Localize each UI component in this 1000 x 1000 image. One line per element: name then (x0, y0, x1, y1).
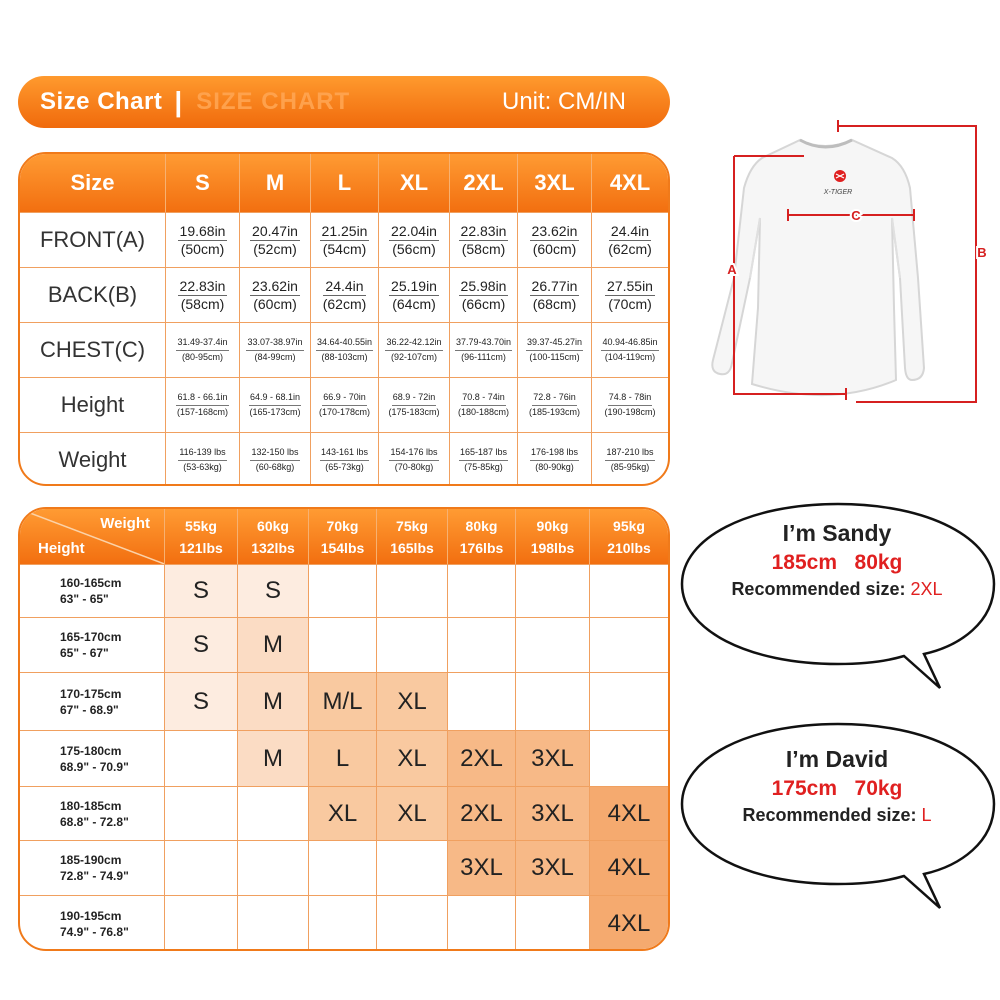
measurement-primary-value: 20.47in (252, 222, 298, 239)
measurement-row-label: Height (60, 392, 125, 417)
measurement-secondary-value: (65-73kg) (325, 461, 364, 472)
size-header: 4XL (591, 154, 668, 212)
recommended-size-cell: 3XL (516, 731, 590, 786)
size-header: S (165, 154, 239, 212)
measurement-secondary-value: (58cm) (180, 295, 225, 312)
recommended-size-cell: 4XL (590, 896, 668, 951)
measurement-secondary-value: (185-193cm) (528, 406, 581, 417)
recommended-size: 2XL (910, 579, 943, 599)
measurement-primary-value: 176-198 lbs (530, 447, 579, 461)
weight-kg: 55kg (185, 517, 217, 534)
weight-lbs: 176lbs (459, 539, 504, 556)
empty-size-cell (448, 618, 516, 672)
shirt-shape (712, 140, 924, 395)
unit-label: Unit: CM/IN (501, 88, 626, 115)
weight-lbs: 132lbs (251, 539, 295, 556)
height-in: 68.9" - 70.9" (60, 759, 129, 774)
empty-size-cell (238, 896, 309, 951)
weight-column-header (238, 509, 309, 564)
measurement-primary-value: 22.04in (391, 222, 437, 239)
height-in: 67" - 68.9" (60, 702, 119, 717)
recommended-size-cell: L (309, 731, 377, 786)
measurement-primary-value: 37.79-43.70in (455, 337, 512, 351)
measurement-cell (165, 268, 239, 322)
measurement-secondary-value: (157-168cm) (176, 406, 229, 417)
measurement-primary-value: 154-176 lbs (389, 447, 438, 461)
empty-size-cell (590, 731, 668, 786)
recommended-size-cell: 3XL (448, 841, 516, 895)
example-text (678, 520, 996, 600)
fit-corner-cell (20, 509, 165, 564)
measurement-secondary-value: (62cm) (322, 295, 367, 312)
recommended-size-cell: 4XL (590, 787, 668, 840)
measurement-cell (310, 268, 378, 322)
measurement-primary-value: 22.83in (460, 222, 507, 239)
recommended-size-cell: XL (377, 673, 448, 730)
measurement-secondary-value: (54cm) (322, 240, 367, 257)
measurement-primary-value: 36.22-42.12in (385, 337, 442, 351)
height-row-label (20, 841, 165, 895)
height-cm: 190-195cm (60, 909, 122, 923)
recommended-size-cell: XL (377, 787, 448, 840)
measurement-primary-value: 72.8 - 76in (532, 392, 577, 406)
measurement-primary-value: 24.4in (610, 222, 650, 239)
measurement-primary-value: 64.9 - 68.1in (249, 392, 301, 406)
weight-lbs: 121lbs (179, 539, 223, 556)
measurement-secondary-value: (60cm) (532, 240, 577, 257)
weight-lbs: 198lbs (530, 539, 575, 556)
fit-row (20, 840, 668, 895)
height-in: 65" - 67" (60, 646, 109, 660)
recommended-size-cell: M (238, 618, 309, 672)
measurement-header-row (20, 154, 668, 212)
measurement-secondary-value: (56cm) (392, 240, 436, 257)
measurement-cell (239, 433, 310, 486)
measurement-row-label: BACK(B) (47, 282, 138, 307)
measurement-secondary-value: (62cm) (608, 240, 652, 257)
measurement-row (20, 322, 668, 377)
brand-text: X-TIGER (823, 189, 853, 196)
header-title: Size Chart (40, 88, 163, 115)
weight-kg: 75kg (396, 517, 428, 534)
empty-size-cell (309, 565, 377, 617)
fit-row (20, 730, 668, 786)
recommended-label: Recommended size: (731, 579, 906, 599)
recommended-size-cell: M (238, 673, 309, 730)
measurement-cell (165, 433, 239, 486)
fit-row (20, 617, 668, 672)
measurement-cell (378, 268, 449, 322)
size-header: 2XL (449, 154, 517, 212)
weight-column-header (309, 509, 377, 564)
measurement-primary-value: 25.19in (391, 277, 437, 294)
measurement-cell (591, 323, 668, 377)
measurement-cell (310, 213, 378, 267)
measurement-primary-value: 27.55in (607, 277, 653, 294)
recommended-size-cell: 4XL (590, 841, 668, 895)
measurement-secondary-value: (50cm) (180, 240, 225, 257)
example-stats (678, 551, 996, 575)
height-cm: 180-185cm (60, 798, 122, 813)
weight-column-header (516, 509, 590, 564)
empty-size-cell (516, 673, 590, 730)
weight-column-header (590, 509, 668, 564)
recommended-size: L (921, 805, 932, 825)
recommended-size-cell: M (238, 731, 309, 786)
measurement-primary-value: 24.4in (325, 277, 364, 294)
measurement-secondary-value: (75-85kg) (464, 461, 503, 472)
measurement-secondary-value: (80-95cm) (181, 351, 223, 362)
weight-column-header (448, 509, 516, 564)
measure-a-label: A (727, 262, 737, 277)
fit-header-row (20, 509, 668, 564)
weight-kg: 95kg (613, 517, 645, 534)
empty-size-cell (377, 565, 448, 617)
size-chart-header (18, 76, 670, 128)
empty-size-cell (448, 896, 516, 951)
measurement-cell (378, 433, 449, 486)
size-header: 3XL (517, 154, 591, 212)
recommended-size-cell: M/L (309, 673, 377, 730)
measurement-secondary-value: (53-63kg) (183, 461, 222, 472)
measurement-table (18, 152, 670, 486)
measurement-primary-value: 70.8 - 74in (461, 392, 506, 406)
empty-size-cell (516, 565, 590, 617)
empty-size-cell (590, 565, 668, 617)
measurement-secondary-value: (60cm) (253, 295, 297, 312)
example-weight: 70kg (854, 777, 903, 800)
measurement-secondary-value: (66cm) (461, 295, 506, 312)
recommended-size-cell: XL (377, 731, 448, 786)
measurement-primary-value: 116-139 lbs (178, 447, 226, 461)
measurement-secondary-value: (64cm) (392, 295, 436, 312)
measurement-cell (591, 213, 668, 267)
shirt-figure (680, 118, 992, 418)
example-recommendation (678, 805, 996, 826)
measurement-cell (165, 213, 239, 267)
recommended-size-cell: 3XL (516, 841, 590, 895)
measurement-primary-value: 165-187 lbs (459, 447, 508, 461)
empty-size-cell (516, 618, 590, 672)
size-header: L (310, 154, 378, 212)
measurement-primary-value: 26.77in (531, 277, 578, 294)
measurement-primary-value: 22.83in (179, 277, 226, 294)
measure-b-label: B (977, 245, 987, 260)
measurement-cell (517, 378, 591, 432)
height-row-label (20, 565, 165, 617)
measurement-cell (449, 268, 517, 322)
measurement-primary-value: 31.49-37.4in (176, 337, 228, 351)
measurement-secondary-value: (52cm) (253, 240, 297, 257)
height-cm: 175-180cm (60, 743, 122, 758)
weight-kg: 90kg (536, 517, 569, 534)
measurement-row (20, 267, 668, 322)
recommended-size-cell: S (238, 565, 309, 617)
measurement-cell (517, 213, 591, 267)
measurement-cell (310, 323, 378, 377)
recommended-size-cell: S (165, 673, 238, 730)
measurement-cell (378, 213, 449, 267)
measurement-secondary-value: (70cm) (608, 295, 652, 312)
height-row-label (20, 731, 165, 786)
empty-size-cell (165, 896, 238, 951)
empty-size-cell (448, 565, 516, 617)
measurement-cell (591, 268, 668, 322)
measurement-primary-value: 187-210 lbs (605, 447, 654, 461)
size-column-header: Size (70, 170, 115, 195)
measurement-row-label: CHEST(C) (39, 337, 146, 362)
empty-size-cell (590, 618, 668, 672)
fit-row (20, 786, 668, 840)
height-row-label (20, 787, 165, 840)
measurement-primary-value: 40.94-46.85in (601, 337, 658, 351)
height-cm: 170-175cm (60, 686, 122, 701)
height-row-label (20, 618, 165, 672)
measurement-primary-value: 34.64-40.55in (316, 337, 373, 351)
empty-size-cell (377, 896, 448, 951)
empty-size-cell (309, 896, 377, 951)
empty-size-cell (516, 896, 590, 951)
measurement-row (20, 432, 668, 486)
measurement-cell (165, 323, 239, 377)
measurement-secondary-value: (165-173cm) (249, 406, 301, 417)
measurement-cell (165, 378, 239, 432)
measurement-primary-value: 132-150 lbs (250, 447, 299, 461)
height-cm: 165-170cm (60, 630, 122, 644)
measurement-secondary-value: (100-115cm) (529, 351, 580, 362)
fit-row (20, 895, 668, 951)
measurement-secondary-value: (85-95kg) (610, 461, 650, 472)
example-name: I’m Sandy (782, 520, 892, 546)
measurement-row-label: Weight (58, 447, 127, 472)
measurement-primary-value: 74.8 - 78in (608, 392, 653, 406)
empty-size-cell (165, 787, 238, 840)
measurement-primary-value: 39.37-45.27in (526, 337, 583, 351)
measurement-primary-value: 23.62in (252, 277, 298, 294)
example-name: I’m David (785, 746, 889, 772)
measurement-primary-value: 61.8 - 66.1in (176, 392, 228, 406)
measurement-secondary-value: (175-183cm) (388, 406, 440, 417)
header-separator: | (174, 86, 183, 117)
recommended-size-cell: S (165, 618, 238, 672)
measurement-cell (449, 213, 517, 267)
measurement-secondary-value: (84-99cm) (254, 351, 296, 362)
empty-size-cell (309, 618, 377, 672)
example-stats (678, 777, 996, 801)
measurement-primary-value: 143-161 lbs (320, 447, 369, 461)
height-weight-fit-table (18, 507, 670, 951)
header-subtitle: SIZE CHART (196, 88, 351, 115)
example-recommendation (678, 579, 996, 600)
measurement-cell (310, 378, 378, 432)
example-text (678, 746, 996, 826)
recommended-size-cell: 2XL (448, 731, 516, 786)
recommended-label: Recommended size: (742, 805, 917, 825)
measurement-cell (239, 378, 310, 432)
measurement-cell (517, 268, 591, 322)
recommended-size-cell: XL (309, 787, 377, 840)
measurement-secondary-value: (96-111cm) (461, 351, 506, 362)
measurement-primary-value: 19.68in (179, 222, 226, 239)
example-weight: 80kg (854, 551, 903, 574)
measurement-secondary-value: (60-68kg) (255, 461, 295, 472)
empty-size-cell (165, 841, 238, 895)
measurement-primary-value: 66.9 - 70in (322, 392, 367, 406)
shirt-illustration (680, 118, 992, 418)
measurement-cell (517, 433, 591, 486)
measurement-cell (239, 268, 310, 322)
height-row-label (20, 673, 165, 730)
measurement-cell (378, 323, 449, 377)
empty-size-cell (238, 787, 309, 840)
height-in: 74.9" - 76.8" (60, 925, 129, 939)
measurement-secondary-value: (104-119cm) (604, 351, 656, 362)
height-in: 72.8" - 74.9" (60, 869, 129, 883)
measurement-cell (449, 323, 517, 377)
height-cm: 160-165cm (60, 576, 122, 590)
example-height: 175cm (771, 777, 837, 800)
measurement-cell (449, 433, 517, 486)
measurement-cell (239, 213, 310, 267)
measurement-secondary-value: (180-188cm) (457, 406, 510, 417)
weight-kg: 80kg (465, 517, 498, 534)
measurement-secondary-value: (170-178cm) (318, 406, 371, 417)
measurement-cell (310, 433, 378, 486)
weight-lbs: 165lbs (390, 539, 434, 556)
weight-lbs: 210lbs (607, 539, 651, 556)
measurement-cell (591, 378, 668, 432)
measurement-row-label: FRONT(A) (39, 227, 146, 252)
measurement-secondary-value: (68cm) (532, 295, 577, 312)
measurement-row (20, 377, 668, 432)
empty-size-cell (165, 731, 238, 786)
measurement-primary-value: 23.62in (531, 222, 578, 239)
measurement-primary-value: 21.25in (321, 222, 368, 239)
height-in: 63" - 65" (60, 592, 109, 606)
weight-kg: 70kg (326, 517, 359, 534)
example-height: 185cm (771, 551, 837, 574)
empty-size-cell (309, 841, 377, 895)
measurement-primary-value: 25.98in (460, 277, 507, 294)
empty-size-cell (590, 673, 668, 730)
height-row-label (20, 896, 165, 951)
recommended-size-cell: S (165, 565, 238, 617)
measurement-cell (449, 378, 517, 432)
measurement-row (20, 212, 668, 267)
measurement-primary-value: 68.9 - 72in (392, 392, 437, 406)
example-bubble-sandy (678, 496, 996, 696)
measurement-secondary-value: (80-90kg) (535, 461, 574, 472)
measurement-secondary-value: (88-103cm) (321, 351, 368, 362)
measurement-cell (591, 433, 668, 486)
measurement-primary-value: 33.07-38.97in (246, 337, 303, 351)
example-bubble-david (678, 716, 996, 916)
recommended-size-cell: 2XL (448, 787, 516, 840)
measurement-secondary-value: (70-80kg) (394, 461, 434, 472)
empty-size-cell (238, 841, 309, 895)
size-header: XL (378, 154, 449, 212)
weight-kg: 60kg (257, 517, 289, 534)
empty-size-cell (377, 618, 448, 672)
measurement-cell (378, 378, 449, 432)
measurement-cell (239, 323, 310, 377)
size-header: M (239, 154, 310, 212)
recommended-size-cell: 3XL (516, 787, 590, 840)
height-cm: 185-190cm (60, 853, 122, 867)
empty-size-cell (377, 841, 448, 895)
height-in: 68.8" - 72.8" (60, 814, 129, 829)
weight-lbs: 154lbs (320, 539, 365, 556)
fit-row (20, 672, 668, 730)
measure-c-label: C (851, 208, 861, 223)
weight-column-header (165, 509, 238, 564)
corner-height-label: Height (38, 540, 85, 557)
weight-column-header (377, 509, 448, 564)
measurement-secondary-value: (92-107cm) (390, 351, 437, 362)
measurement-cell (517, 323, 591, 377)
fit-row (20, 564, 668, 617)
measurement-secondary-value: (58cm) (461, 240, 506, 257)
measurement-secondary-value: (190-198cm) (604, 406, 656, 417)
empty-size-cell (448, 673, 516, 730)
corner-weight-label: Weight (100, 515, 150, 532)
